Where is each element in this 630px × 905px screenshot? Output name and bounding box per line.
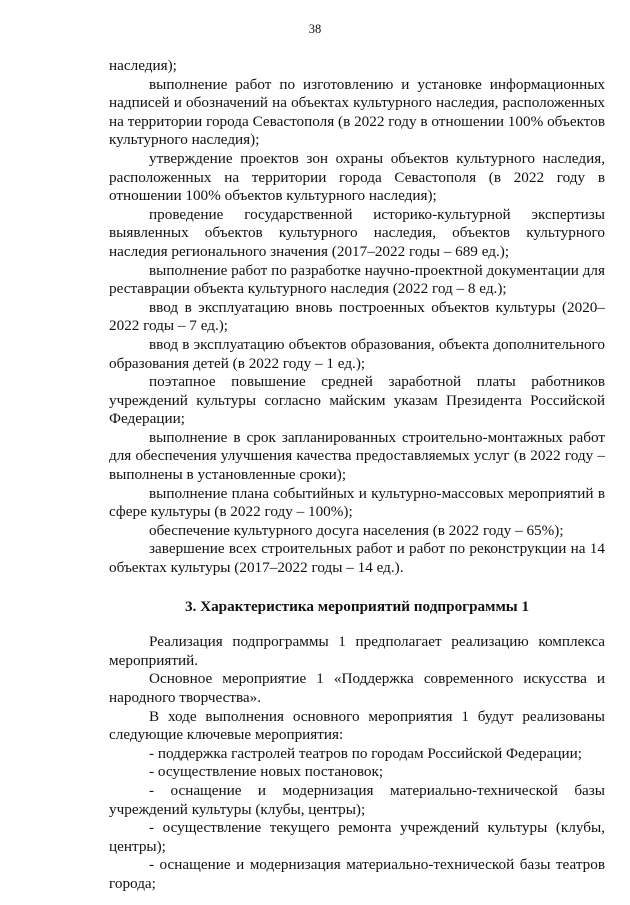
paragraph: поэтапное повышение средней заработной платы работников учреждений культуры согласно майским указам Президента Российской Федерации; — [109, 373, 605, 428]
document-body — [109, 57, 605, 894]
paragraph: Основное мероприятие 1 «Поддержка современного искусства и народного творчества». — [109, 670, 605, 706]
paragraph: наследия); — [109, 57, 177, 74]
page-number: 38 — [308, 22, 322, 36]
paragraph: ввод в эксплуатацию вновь построенных объектов культуры (2020–2022 годы – 7 ед.); — [109, 298, 605, 335]
paragraph: завершение всех строительных работ и работ по реконструкции на 14 объектах культуры (2017–2022 годы – 14 ед.). — [109, 540, 605, 577]
paragraph: В ходе выполнения основного мероприятия 1 будут реализованы следующие ключевые мероприятия: — [109, 707, 605, 744]
list-item: - осуществление новых постановок; — [149, 763, 384, 781]
list-item: - поддержка гастролей театров по городам Российской Федерации; — [149, 744, 582, 762]
list-item: - осуществление текущего ремонта учреждений культуры (клубы, центры); — [109, 819, 605, 855]
paragraph: ввод в эксплуатацию объектов образования, объекта дополнительного образования детей (в 2022 году – 1 ед.); — [109, 335, 605, 372]
paragraph: обеспечение культурного досуга населения (в 2022 году – 65%); — [149, 521, 564, 539]
section-heading: 3. Характеристика мероприятий подпрограммы 1 — [184, 597, 530, 615]
paragraph: выполнение работ по разработке научно-проектной документации для реставрации объекта культурного наследия (2022 год – 8 ед.); — [109, 261, 605, 298]
paragraph: Реализация подпрограммы 1 предполагает реализацию комплекса мероприятий. — [109, 633, 605, 669]
list-item: - оснащение и модернизация материально-технической базы учреждений культуры (клубы, центры); — [109, 781, 605, 818]
paragraph: выполнение в срок запланированных строительно-монтажных работ для обеспечения улучшения качества предоставляемых услуг (в 2022 году – выполнены в установленные сроки); — [109, 428, 605, 484]
paragraph: проведение государственной историко-культурной экспертизы выявленных объектов культурного наследия, объектов культурного наследия регионального значения (2017–2022 годы – 689 ед.); — [109, 205, 605, 260]
paragraph: утверждение проектов зон охраны объектов культурного наследия, расположенных на территории города Севастополя (в 2022 году в отношении 100% объектов культурного наследия); — [109, 149, 605, 205]
paragraph: выполнение плана событийных и культурно-массовых мероприятий в сфере культуры (в 2022 году – 100%); — [109, 484, 605, 521]
list-item: - оснащение и модернизация материально-технической базы театров города; — [109, 856, 605, 892]
paragraph: выполнение работ по изготовлению и установке информационных надписей и обозначений на объектах культурного наследия, расположенных на территории города Севастополя (в 2022 году в отношении 100% объектов культурного наследия); — [109, 75, 605, 149]
